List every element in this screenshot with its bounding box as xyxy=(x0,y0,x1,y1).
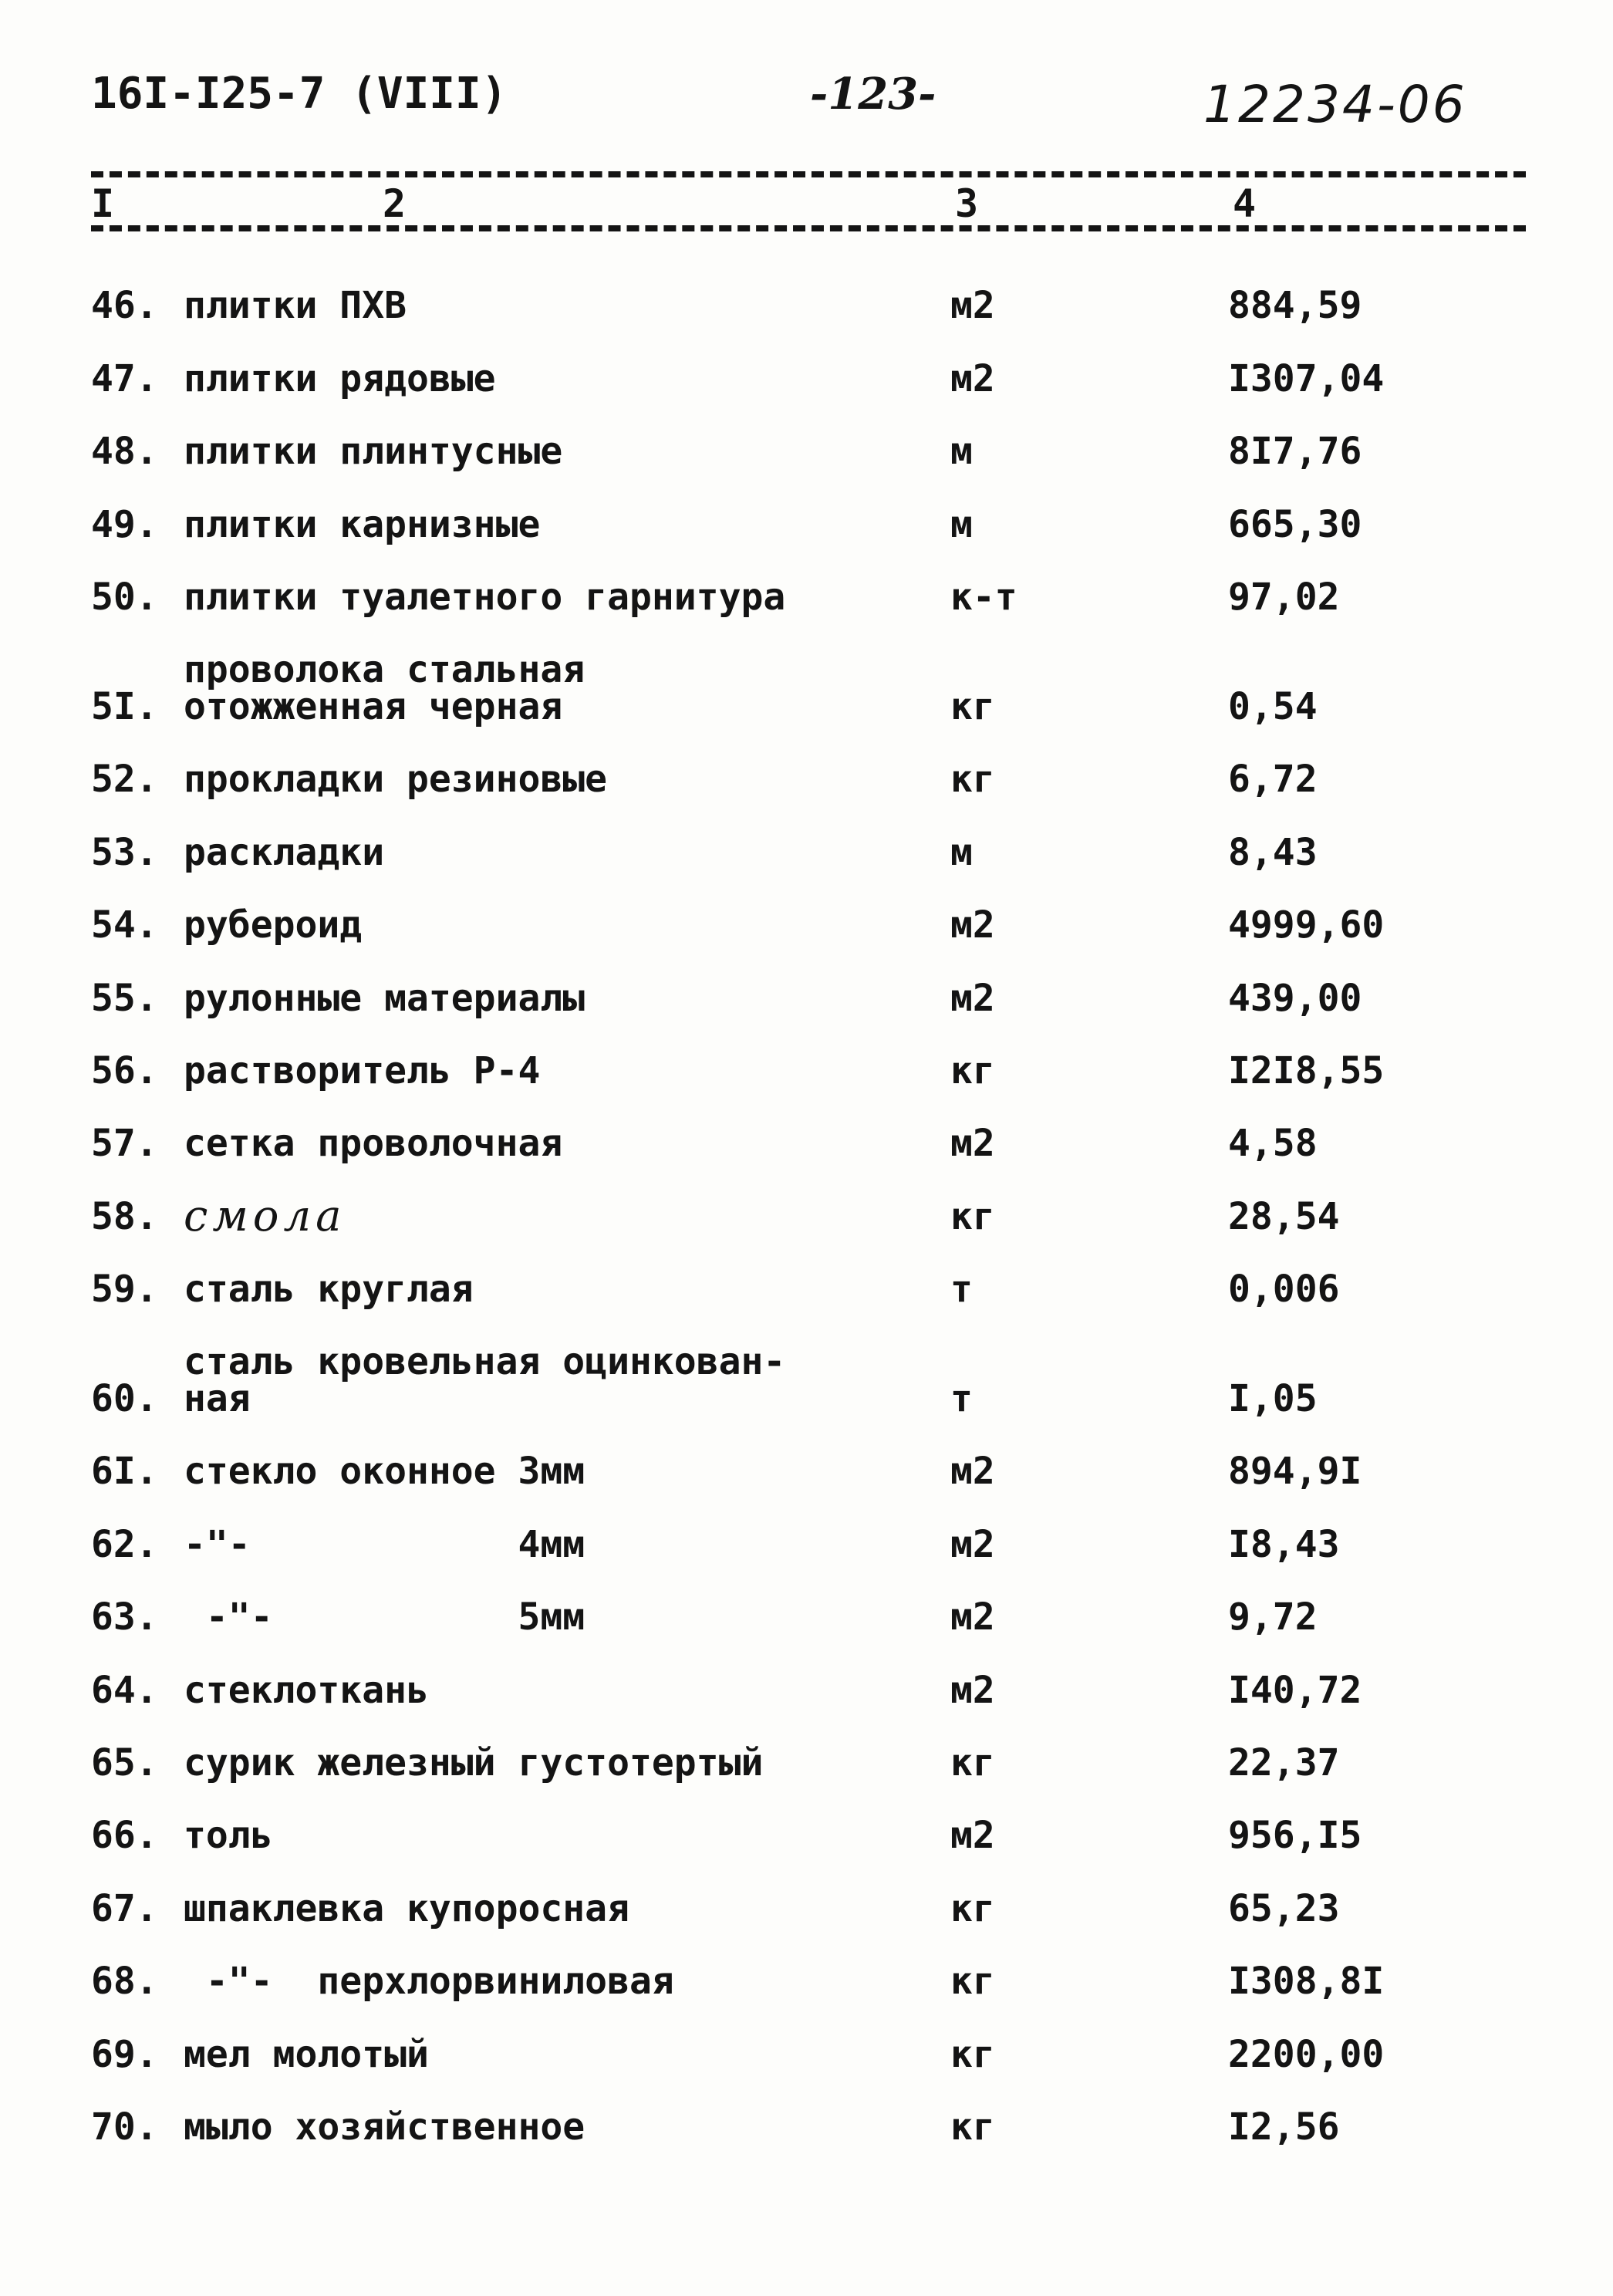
table-row xyxy=(0,470,1613,546)
quantity: 4999,60 xyxy=(1228,903,1385,947)
item-name: рубероид xyxy=(184,903,363,947)
table-row xyxy=(0,1854,1613,1930)
item-name: сетка проволочная xyxy=(184,1122,563,1166)
unit: м2 xyxy=(950,1450,995,1494)
row-number: 57. xyxy=(91,1122,158,1166)
page-number: -123- xyxy=(810,69,936,120)
item-name: сталь круглая xyxy=(184,1268,474,1312)
table-row xyxy=(0,1308,1613,1421)
row-number: 60. xyxy=(91,1377,158,1421)
item-name: мел молотый xyxy=(184,2032,429,2076)
quantity: 0,006 xyxy=(1228,1268,1340,1312)
quantity: I40,72 xyxy=(1228,1668,1362,1712)
inventory-number: 12234-06 xyxy=(1203,75,1467,134)
quantity: I308,8I xyxy=(1228,1960,1385,2004)
table-row xyxy=(0,1235,1613,1312)
row-number: 47. xyxy=(91,356,158,400)
table-row xyxy=(0,798,1613,874)
unit: т xyxy=(950,1268,973,1312)
row-number: 64. xyxy=(91,1668,158,1712)
item-name: раскладки xyxy=(184,830,385,874)
column-header-2: 2 xyxy=(378,182,410,225)
table-row xyxy=(0,543,1613,619)
quantity: I307,04 xyxy=(1228,356,1385,400)
table-row xyxy=(0,616,1613,728)
quantity: 894,9I xyxy=(1228,1450,1362,1494)
item-name: -"- 4мм xyxy=(184,1522,585,1566)
row-number: 6I. xyxy=(91,1450,158,1494)
table-row xyxy=(0,1089,1613,1166)
row-number: 55. xyxy=(91,976,158,1020)
table-row xyxy=(0,2073,1613,2149)
unit: м2 xyxy=(950,356,995,400)
table-row xyxy=(0,2000,1613,2076)
item-name: сурик железный густотертый xyxy=(184,1741,764,1785)
unit: кг xyxy=(950,1194,995,1238)
item-name: проволока стальная отожженная черная xyxy=(184,647,585,728)
unit: к-т xyxy=(950,575,1017,619)
unit: кг xyxy=(950,1048,995,1092)
unit: кг xyxy=(950,2032,995,2076)
unit: кг xyxy=(950,1960,995,2004)
quantity: 6,72 xyxy=(1228,758,1318,802)
item-name: стекло оконное 3мм xyxy=(184,1450,585,1494)
unit: м xyxy=(950,430,973,474)
unit: м2 xyxy=(950,1595,995,1639)
row-number: 69. xyxy=(91,2032,158,2076)
quantity: 439,00 xyxy=(1228,976,1362,1020)
row-number: 58. xyxy=(91,1194,158,1238)
table-row xyxy=(0,1417,1613,1494)
unit: м2 xyxy=(950,976,995,1020)
table-row xyxy=(0,1490,1613,1566)
row-number: 49. xyxy=(91,502,158,546)
unit: кг xyxy=(950,1741,995,1785)
item-name: плитки карнизные xyxy=(184,502,541,546)
header-bottom-rule xyxy=(91,225,1526,231)
item-name: толь xyxy=(184,1814,273,1858)
quantity: 0,54 xyxy=(1228,684,1318,728)
quantity: 956,I5 xyxy=(1228,1814,1362,1858)
quantity: 2200,00 xyxy=(1228,2032,1385,2076)
unit: кг xyxy=(950,2105,995,2149)
unit: м2 xyxy=(950,1668,995,1712)
table-row xyxy=(0,397,1613,474)
item-name: -"- 5мм xyxy=(184,1595,585,1639)
quantity: I2,56 xyxy=(1228,2105,1340,2149)
row-number: 54. xyxy=(91,903,158,947)
unit: кг xyxy=(950,758,995,802)
quantity: 884,59 xyxy=(1228,284,1362,328)
quantity: 97,02 xyxy=(1228,575,1340,619)
row-number: 5I. xyxy=(91,684,158,728)
row-number: 50. xyxy=(91,575,158,619)
table-row xyxy=(0,1017,1613,1092)
table-row xyxy=(0,944,1613,1020)
table-row xyxy=(0,1563,1613,1639)
row-number: 68. xyxy=(91,1960,158,2004)
quantity: 28,54 xyxy=(1228,1194,1340,1238)
row-number: 67. xyxy=(91,1886,158,1930)
quantity: 8I7,76 xyxy=(1228,430,1362,474)
item-name: мыло хозяйственное xyxy=(184,2105,585,2149)
quantity: I2I8,55 xyxy=(1228,1048,1385,1092)
row-number: 66. xyxy=(91,1814,158,1858)
column-header-4: 4 xyxy=(1228,182,1260,225)
row-number: 53. xyxy=(91,830,158,874)
unit: т xyxy=(950,1377,973,1421)
unit: м xyxy=(950,830,973,874)
row-number: 46. xyxy=(91,284,158,328)
row-number: 62. xyxy=(91,1522,158,1566)
quantity: I8,43 xyxy=(1228,1522,1340,1566)
table-row xyxy=(0,1781,1613,1858)
table-row xyxy=(0,871,1613,947)
item-name: смола xyxy=(184,1190,346,1241)
quantity: 665,30 xyxy=(1228,502,1362,546)
document-code: 16I-I25-7 (VIII) xyxy=(91,69,508,119)
unit: м2 xyxy=(950,1522,995,1566)
item-name: рулонные материалы xyxy=(184,976,585,1020)
row-number: 52. xyxy=(91,758,158,802)
item-name: -"- перхлорвиниловая xyxy=(184,1960,674,2004)
unit: м2 xyxy=(950,903,995,947)
table-row xyxy=(0,1162,1613,1241)
unit: кг xyxy=(950,1886,995,1930)
unit: м2 xyxy=(950,284,995,328)
table-row xyxy=(0,252,1613,328)
row-number: 59. xyxy=(91,1268,158,1312)
unit: кг xyxy=(950,684,995,728)
quantity: 8,43 xyxy=(1228,830,1318,874)
item-name: стеклоткань xyxy=(184,1668,429,1712)
item-name: плитки плинтусные xyxy=(184,430,563,474)
header-top-rule xyxy=(91,171,1526,177)
column-header-3: 3 xyxy=(950,182,983,225)
row-number: 70. xyxy=(91,2105,158,2149)
column-header-1: I xyxy=(86,182,119,225)
table-row xyxy=(0,725,1613,802)
item-name: прокладки резиновые xyxy=(184,758,608,802)
row-number: 63. xyxy=(91,1595,158,1639)
quantity: 4,58 xyxy=(1228,1122,1318,1166)
unit: м xyxy=(950,502,973,546)
materials-table xyxy=(0,252,1613,2149)
quantity: I,05 xyxy=(1228,1377,1318,1421)
table-row xyxy=(0,1927,1613,2004)
item-name: плитки туалетного гарнитура xyxy=(184,575,786,619)
unit: м2 xyxy=(950,1814,995,1858)
item-name: шпаклевка купоросная xyxy=(184,1886,629,1930)
item-name: растворитель Р-4 xyxy=(184,1048,541,1092)
row-number: 56. xyxy=(91,1048,158,1092)
table-row xyxy=(0,1636,1613,1712)
quantity: 9,72 xyxy=(1228,1595,1318,1639)
table-row xyxy=(0,1709,1613,1785)
quantity: 22,37 xyxy=(1228,1741,1340,1785)
quantity: 65,23 xyxy=(1228,1886,1340,1930)
item-name: сталь кровельная оцинкован- ная xyxy=(184,1340,786,1421)
item-name: плитки рядовые xyxy=(184,356,496,400)
row-number: 65. xyxy=(91,1741,158,1785)
item-name: плитки ПХВ xyxy=(184,284,407,328)
unit: м2 xyxy=(950,1122,995,1166)
row-number: 48. xyxy=(91,430,158,474)
table-row xyxy=(0,324,1613,400)
